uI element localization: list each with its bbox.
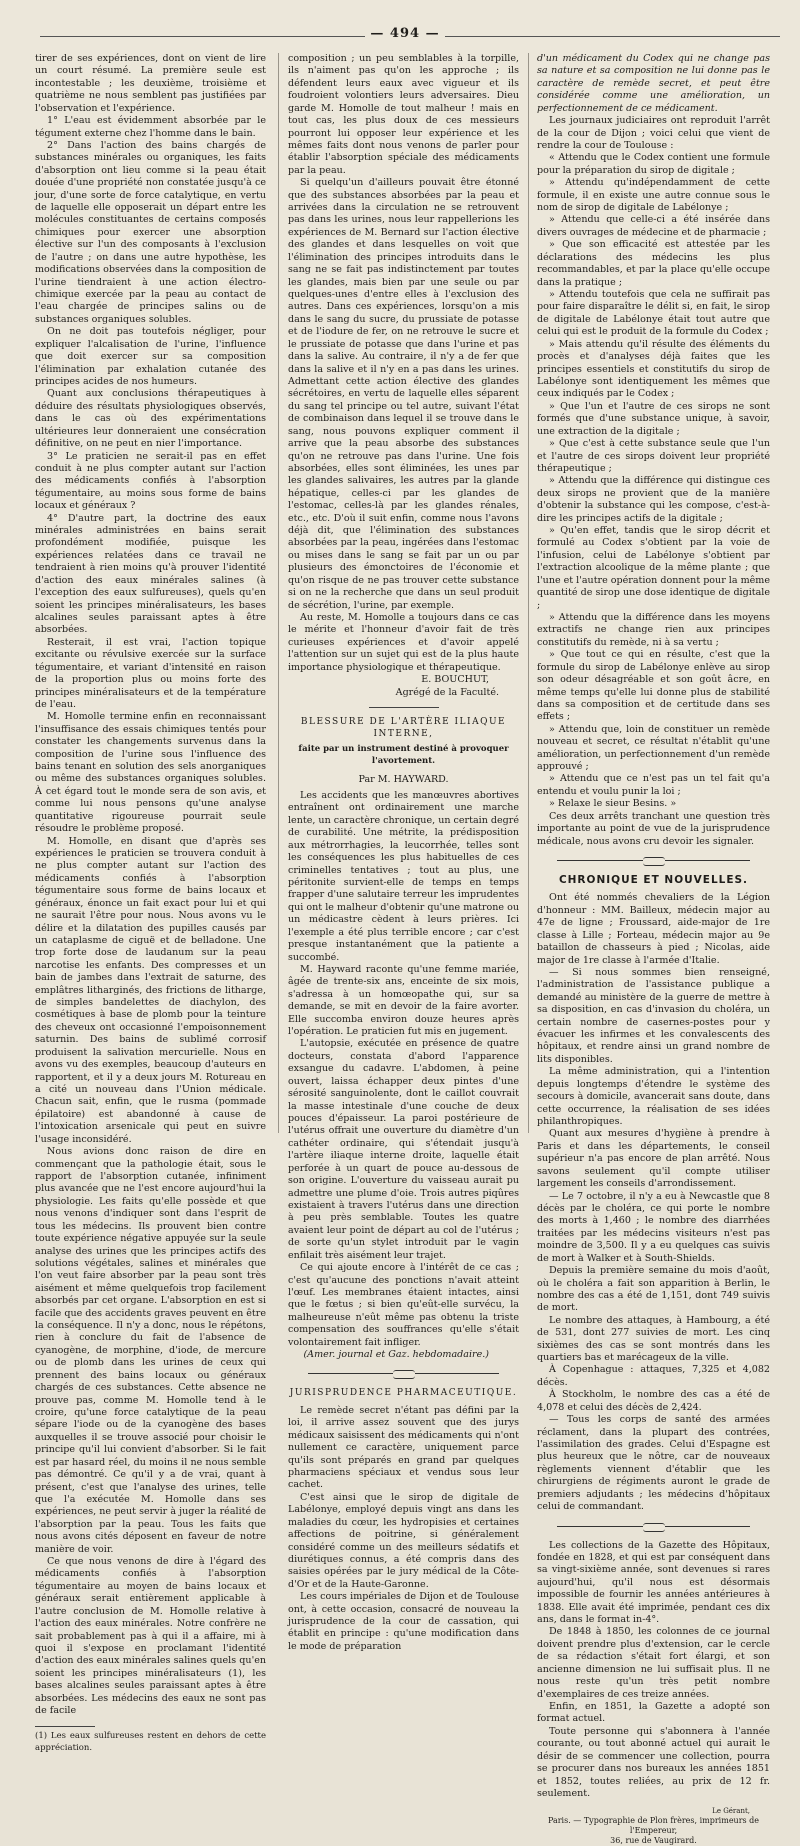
paragraph: De 1848 à 1850, les colonnes de ce journal doivent prendre plus d'extension, car le cercle de sa rédaction s'était fort élargi, et son ancienne dimension ne lui suffisait plus. Il ne nous reste qu'un très petit nombre d'exemplaires de ces treize années.: [537, 1626, 770, 1700]
ornamental-divider: [537, 1520, 770, 1534]
paragraph: » Attendu que la différence qui distingue ces deux sirops ne provient que de la manière d'obtenir la substance qui les compose, c'est-à-dire les principes actifs de la digitale ;: [537, 475, 770, 524]
paragraph: » Mais attendu qu'il résulte des éléments du procès et d'analyses déjà faites que les principes essentiels et constitutifs du sirop de Labélonye sont identiquement les mêmes que ceux indiqués par le Codex ;: [537, 338, 770, 400]
paragraph: » Attendu que la différence dans les moyens extractifs ne change rien aux principes constitutifs du remède, ni à sa vertu ;: [537, 611, 770, 648]
paragraph: » Relaxe le sieur Besins. »: [549, 798, 677, 810]
column-divider: [528, 53, 529, 1133]
article-source: (Amer. journal et Gaz. hebdomadaire.): [303, 1349, 489, 1361]
page-header: [30, 26, 780, 44]
paragraph: Les journaux judiciaires ont reproduit l'arrêt de la cour de Dijon ; voici celui que vient de rendre la cour de Toulouse :: [537, 115, 770, 151]
paragraph: C'est ainsi que le sirop de digitale de Labélonye, employé depuis vingt ans dans les maladies du cœur, les hydropisies et certaines affections de poitrine, si généralement considéré comme un des meilleurs sédatifs et diurétiques connus, a été compris dans des saisies opérées par le jury médical de la Côte-d'Or et de la Haute-Garonne.: [288, 1491, 519, 1590]
paragraph: Ce que nous venons de dire à l'égard des médicaments confiés à l'absorption tégumentaire au moyen de bains locaux et généraux serait entièrement applicable à l'autre conclusion de M. Homolle relative à l'action des eaux minérales. Notre confrère ne sait probablement pas à qui il a affaire, mi à quoi il s'expose en proclamant l'identité d'action des eaux minérales salines quels qu'en soient les principes minéralisateurs (1), les bases alcalines seules paraissant aptes à être absorbées. Les médecins des eaux ne sont pas de facile: [35, 1556, 266, 1717]
paragraph: » Attendu que, loin de constituer un remède nouveau et secret, ce résultat n'établit qu'une amélioration, un perfectionnement d'un remède approuvé ;: [537, 723, 770, 773]
paragraph: Toute personne qui s'abonnera à l'année courante, ou tout abonné actuel qui aurait le désir de se commencer une collection, pourra se procurer dans nos bureaux les années 1851 et 1852, toutes reliées, au prix de 12 fr. seulement.: [537, 1725, 770, 1799]
paragraph: tirer de ses expériences, dont on vient de lire un court résumé. La première seule est incontestable ; les deuxième, troisième et quatrième ne nous semblent pas justifiées par l'observation et l'expérience.: [35, 53, 266, 114]
paragraph: » Attendu que celle-ci a été insérée dans divers ouvrages de médecine et de pharmacie ;: [537, 214, 770, 238]
paragraph: — Si nous sommes bien renseigné, l'administration de l'assistance publique a demandé au ministère de la guerre de mettre à sa disposition, en cas d'invasion du choléra, un certain nombre de casernes-postes pour y évacuer les infirmes et les convalescents des hôpitaux, et rendre ainsi un grand nombre de lits disponibles.: [537, 966, 770, 1065]
paragraph: Ce qui ajoute encore à l'intérêt de ce cas ; c'est qu'aucune des ponctions n'avait atteint l'œuf. Les membranes étaient intactes, ainsi que le fœtus ; si bien qu'eût-elle survécu, la malheureuse n'eût même pas obtenu la triste compensation des souffrances qu'elle s'était volontairement fait infliger.: [288, 1262, 519, 1348]
paragraph: 1° L'eau est évidemment absorbée par le tégument externe chez l'homme dans le bain.: [35, 115, 266, 139]
column-3: [537, 53, 770, 1846]
paragraph: » Qu'en effet, tandis que le sirop décrit et formulé au Codex s'obtient par la voie de l'infusion, celui de Labélonye s'obtient par l'extraction alcoolique de la même plante ; que l'une et l'autre opération donnent pour la même quantité de sirop une dose identique de digitale ;: [537, 525, 770, 611]
paragraph: M. Homolle, en disant que d'après ses expériences le praticien se trouvera conduit à ne plus compter autant sur l'action des médicaments confiés à l'absorption tégumentaire sous forme de bains locaux et généraux, énonce un fait exact pour lui et qui ne saurait l'être pour nous. Nous avons vu le délire et la dilatation des pupilles causés par un cataplasme de ciguë et de belladone. Une trop forte dose de laudanum sur la peau narcotise les enfants. Des compresses et un bain de jambes dans l'extrait de saturne, des emplâtres litharginés, des frictions de litharge, de simples bandelettes de diachylon, des cosmétiques à base de plomb pour la teinture des cheveux ont occasionné l'empoisonnement saturnin. Des bains de sublimé corrosif produisent la salivation mercurielle. Nous en avons vu des exemples, beaucoup d'auteurs en rapportent, et il y a deux jours M. Rotureau en a cité un nouveau dans l'Union médicale. Chacun sait, enfin, que le rusma (pommade épilatoire) est abandonné à cause de l'intoxication arsenicale qui peut en suivre l'usage inconsidéré.: [35, 835, 266, 1145]
paragraph: » Que c'est à cette substance seule que l'un et l'autre de ces sirops doivent leur propriété thérapeutique ;: [537, 438, 770, 474]
paragraph: Le remède secret n'étant pas défini par la loi, il arrive assez souvent que des jurys médicaux saisissent des médicaments qui n'ont nullement ce caractère, uniquement parce qu'ils sont préparés en grand par quelques pharmaciens spéciaux et vendus sous leur cachet.: [288, 1404, 519, 1491]
paragraph: Ces deux arrêts tranchant une question très importante au point de vue de la jurisprudence médicale, nous avons cru devoir les signaler.: [537, 810, 770, 847]
paragraph: À Copenhague : attaques, 7,325 et 4,082 décès.: [537, 1364, 770, 1388]
paragraph: » Attendu que ce n'est pas un tel fait qu'a entendu et voulu punir la loi ;: [537, 773, 770, 797]
paragraph: 3° Le praticien ne serait-il pas en effet conduit à ne plus compter autant sur l'action des médicaments confiés à l'absorption tégumentaire, au moins sous forme de bains locaux et généraux ?: [35, 450, 266, 512]
paragraph: Si quelqu'un d'ailleurs pouvait être étonné que des substances absorbées par la peau et arrivées dans la circulation ne se retrouvent pas dans les urines, nous leur rappellerions les expériences de M. Bernard sur l'action élective des glandes et dans lesquelles on voit que l'élimination des principes introduits dans le sang ne se fait pas indistinctement par toutes les glandes, mais bien par une seule ou par quelques-unes d'entre elles à l'exclusion des autres. Dans ces expériences, lorsqu'on a mis dans le sang du sucre, du prussiate de potasse et de l'iodure de fer, on ne retrouve le sucre et le prussiate de potasse que dans l'urine et pas dans la salive. Au contraire, il n'y a de fer que dans la salive et il n'y en a pas dans les urines. Admettant cette action élective des glandes sécrétoires, en vertu de laquelle elles séparent du sang tel principe ou tel autre, suivant l'état de combinaison dans lequel il se trouve dans le sang, nous pouvons expliquer comment il arrive que la peau absorbe des substances qu'on ne retrouve pas dans l'urine. Une fois absorbées, elles sont éliminées, les unes par les glandes salivaires, les autres par la glande hépatique, celles-ci par les glandes de l'estomac, celles-là par les glandes rénales, etc., etc. D'où il suit enfin, comme nous l'avons déjà dit, que l'élimination des substances absorbées par la peau, ingérées dans l'estomac ou mises dans le sang se fait par un ou par plusieurs des émonctoires de l'économie et qu'on risque de ne pas trouver cette substance si on ne la recherche que dans un seul produit de sécrétion, l'urine, par exemple.: [288, 177, 519, 611]
paragraph: Nous avions donc raison de dire en commençant que la pathologie était, sous le rapport de l'absorption cutanée, infiniment plus avancée que ne l'est encore aujourd'hui la physiologie. Les faits qu'elle possède et que nous venons d'indiquer sont dans l'esprit de tous les médecins. Ils prouvent bien contre toute expérience négative appuyée sur la seule analyse des urines que les principes actifs des solutions végétales, salines et minérales que l'on veut faire absorber par la peau sont très aisément et même quelquefois trop facilement absorbés par cet organe. L'absorption en est si facile que des accidents graves peuvent en être la conséquence. Il n'y a donc, nous le répétons, rien à conclure du fait de l'absence de cyanogène, de morphine, d'iode, de mercure ou de plomb dans les urines de ceux qui prennent des bains locaux ou généraux chargés de ces substances. Cette absence ne prouve pas, comme M. Homolle tend à le croire, qu'une force catalytique de la peau sépare l'iode ou de la cyanogène des bases auxquelles il se trouve associé pour choisir le principe qu'il lui convient d'absorber. Si le fait est par hasard réel, du moins il ne nous semble pas démontré. Ce qu'il y a de vrai, quant à présent, c'est que l'analyse des urines, telle que l'a exécutée M. Homolle dans ses expériences, ne peut servir à juger la réalité de l'absorption par la peau. Tous les faits que nous avons cités déposent en faveur de notre manière de voir.: [35, 1146, 266, 1555]
paragraph: — Le 7 octobre, il n'y a eu à Newcastle que 8 décès par le choléra, ce qui porte le nombre des morts à 1,460 ; le nombre des diarrhées traitées par les médecins visiteurs n'est pas moindre de 3,500. Il y a eu quelques cas suivis de mort à Walker et à South-Shields.: [537, 1190, 770, 1264]
imprint-gerant: Le Gérant,: [712, 1807, 750, 1816]
paragraph: Les accidents que les manœuvres abortives entraînent ont ordinairement une marche lente, un caractère chronique, un certain degré de curabilité. Une métrite, la prédisposition aux métrorrhagies, la leucorrhée, telles sont les conséquences les plus habituelles de ces criminelles tentatives ; tout au plus, une péritonite survient-elle de temps en temps frapper d'une salutaire terreur les imprudentes qui ont le malheur d'obtenir qu'une matrone ou un médicastre cèdent à leurs prières. Ici l'exemple a été plus terrible encore ; car c'est presque instantanément que la patiente a succombé.: [288, 790, 519, 963]
paragraph: Resterait, il est vrai, l'action topique excitante ou révulsive exercée sur la surface tégumentaire, et variant d'intensité en raison de la proportion plus ou moins forte des principes minéralisateurs et de la température de l'eau.: [35, 636, 266, 710]
paragraph: — Tous les corps de santé des armées réclament, dans la plupart des contrées, l'assimilation des grades. Celui d'Espagne est plus heureux que le nôtre, car de nouveaux règlements viennent d'établir que les chirurgiens de régiments auront le grade de premiers adjudants ; les médecins d'hôpitaux celui de commandant.: [537, 1414, 770, 1513]
paragraph: 4° D'autre part, la doctrine des eaux minérales administrées en bains serait profondément modifiée, puisque les expériences relatées dans ce travail ne tendraient à rien moins qu'à prouver l'identité d'action des eaux minérales salines (à l'exception des eaux sulfureuses), quels qu'en soient les principes minéralisateurs, les bases alcalines seules paraissant aptes à être absorbées.: [35, 512, 266, 636]
imprint-line: 36, rue de Vaugirard.: [610, 1836, 697, 1846]
header-rule-left: [40, 36, 365, 37]
paragraph: Ont été nommés chevaliers de la Légion d'honneur : MM. Bailleux, médecin major au 47e de ligne ; Froussard, aide-major de 1re classe à Lille ; Forteau, médecin major au 9e bataillon de chasseurs à pied ; Nicolas, aide major de 1re classe à l'armée d'Italie.: [537, 892, 770, 966]
paragraph: » Que tout ce qui en résulte, c'est que la formule du sirop de Labélonye enlève au sirop son odeur désagréable et son goût âcre, en même temps qu'elle lui donne plus de stabilité dans sa composition et de certitude dans ses effets ;: [537, 649, 770, 723]
paragraph: Quant aux conclusions thérapeutiques à déduire des résultats physiologiques observés, dans le cas où des expérimentations ultérieures leur donneraient une consécration définitive, on ne peut en nier l'importance.: [35, 388, 266, 450]
paragraph: d'un médicament du Codex qui ne change pas sa nature et sa composition ne lui donne pas le caractère de remède secret, et peut être considérée comme une amélioration, un perfectionnement de ce médicament.: [537, 53, 770, 114]
article-subtitle: faite par un instrument destiné à provoquer l'avortement.: [298, 743, 509, 767]
paragraph: À Stockholm, le nombre des cas a été de 4,078 et celui des décès de 2,424.: [537, 1389, 770, 1413]
page-number: — 494 —: [370, 26, 440, 41]
paragraph: Enfin, en 1851, la Gazette a adopté son format actuel.: [537, 1701, 770, 1725]
author-signature: E. BOUCHUT,: [421, 674, 489, 686]
paragraph: » Attendu toutefois que cela ne suffirait pas pour faire disparaître le délit si, en fait, le sirop de digitale de Labélonye était tout autre que celui qui est le produit de la formule du Codex ;: [537, 289, 770, 338]
article-title: BLESSURE DE L'ARTÈRE ILIAQUE INTERNE,: [300, 716, 507, 740]
paragraph: Depuis la première semaine du mois d'août, où le choléra a fait son apparition à Berlin, le nombre des cas a été de 1,151, dont 749 suivis de mort.: [537, 1265, 770, 1314]
paragraph: » Que l'un et l'autre de ces sirops ne sont formés que d'une substance unique, à savoir, une extraction de la digitale ;: [537, 400, 770, 437]
imprint: [537, 1806, 770, 1846]
paragraph: Les collections de la Gazette des Hôpitaux, fondée en 1828, et qui est par conséquent dans sa vingt-sixième année, sont devenues si rares aujourd'hui, qu'il nous est désormais impossible de fournir les années antérieures à 1838. Elle avait été imprimée, pendant ces dix ans, dans le format in-4°.: [537, 1539, 770, 1626]
paragraph: M. Homolle termine enfin en reconnaissant l'insuffisance des essais chimiques tentés pour constater les changements survenus dans la composition de l'urine sous l'influence des bains tenant en solution des sels anorganiques ou même des substances organiques solubles. À cet égard tout le monde sera de son avis, et comme lui nous pensons qu'une analyse quantitative rigoureuse pourrait seule résoudre le problème proposé.: [35, 711, 266, 835]
paragraph: L'autopsie, exécutée en présence de quatre docteurs, constata d'abord l'apparence exsangue du cadavre. L'abdomen, à peine ouvert, laissa échapper deux pintes d'une sérosité sanguinolente, dont le caillot couvrait la masse intestinale d'une couche de deux pouces d'épaisseur. La paroi postérieure de l'utérus offrait une ouverture du diamètre d'un cathéter ordinaire, qui s'étendait jusqu'à l'artère iliaque interne droite, laquelle était perforée à un quart de pouce au-dessous de son origine. L'ouverture du vaisseau aurait pu admettre une plume d'oie. Trois autres piqûres existaient à travers l'utérus dans une direction à peu près semblable. Toutes les quatre avaient leur point de départ au col de l'utérus ; de sorte qu'un stylet introduit par le vagin enfilait très aisément leur trajet.: [288, 1038, 519, 1261]
news-title: CHRONIQUE ET NOUVELLES.: [558, 874, 749, 886]
article-byline: Par M. HAYWARD.: [358, 773, 449, 785]
footnote: (1) Les eaux sulfureuses restent en dehors de cette appréciation.: [35, 1730, 266, 1753]
paragraph: Le nombre des attaques, à Hambourg, a été de 531, dont 277 suivies de mort. Les cinq sixièmes des cas se sont montrés dans les quartiers bas et marécageux de la ville.: [537, 1314, 770, 1364]
paragraph: composition ; un peu semblables à la torpille, ils n'aiment pas qu'on les approche ; ils défendent leurs eaux avec vigueur et ils foudroient volontiers leurs adversaires. Dieu garde M. Homolle de tout malheur ! mais en tout cas, les plus doux de ces messieurs pourront lui opposer leur expérience et les mêmes faits dont nous venons de parler pour établir l'absorption spéciale des médicaments par la peau.: [288, 53, 519, 176]
paragraph: Les cours impériales de Dijon et de Toulouse ont, à cette occasion, consacré de nouveau la jurisprudence de la cour de cassation, qui établit en principe : qu'une modification dans le mode de préparation: [288, 1591, 519, 1652]
footnote-rule: [35, 1726, 95, 1727]
paragraph: 2° Dans l'action des bains chargés de substances minérales ou organiques, les faits d'absorption ont lieu comme si la peau était douée d'une propriété non constatée jusqu'à ce jour, d'une sorte de force catalytique, en vertu de laquelle elle opposerait un départ entre les molécules constituantes de certains composés chimiques pour exercer une absorption élective sur l'un des composants à l'exclusion de l'autre ; on dans une autre hypothèse, les modifications observées dans la composition de l'urine tiendraient à une action électro-chimique exercée par la peau au contact de l'eau chargée de principes salins ou de substances organiques solubles.: [35, 139, 266, 325]
paragraph: « Attendu que le Codex contient une formule pour la préparation du sirop de digitale ;: [537, 152, 770, 176]
column-divider: [278, 53, 279, 1133]
author-title: Agrégé de la Faculté.: [395, 686, 499, 698]
ornamental-divider: [288, 1367, 519, 1381]
imprint-line: Paris. — Typographie de Plon frères, imprimeurs de l'Empereur,: [547, 1816, 760, 1836]
paragraph: Au reste, M. Homolle a toujours dans ce cas le mérite et l'honneur d'avoir fait de très curieuses expériences et d'avoir appelé l'attention sur un sujet qui est de la plus haute importance physiologique et thérapeutique.: [288, 611, 519, 673]
article-title: JURISPRUDENCE PHARMACEUTIQUE.: [289, 1388, 518, 1399]
column-2: [288, 53, 519, 1652]
paragraph: La même administration, qui a l'intention depuis longtemps d'étendre le système des secours à domicile, avancerait sans doute, dans cette occurrence, la réalisation de ses idées philanthropiques.: [537, 1066, 770, 1128]
paragraph: » Que son efficacité est attestée par les déclarations des médecins les plus recommandables, et par la place qu'elle occupe dans la pratique ;: [537, 239, 770, 288]
paragraph: On ne doit pas toutefois négliger, pour expliquer l'alcalisation de l'urine, l'influence que doit exercer sur sa composition l'élimination par exhalation cutanée des principes acides de nos humeurs.: [35, 326, 266, 387]
ornamental-divider: [537, 854, 770, 868]
column-1: [35, 53, 266, 1753]
section-rule: [369, 707, 439, 708]
paragraph: M. Hayward raconte qu'une femme mariée, âgée de trente-six ans, enceinte de six mois, s'adressa à un homœopathe qui, sur sa demande, se mit en devoir de la faire avorter. Elle succomba environ douze heures après l'opération. Le praticien fut mis en jugement.: [288, 963, 519, 1038]
paragraph: » Attendu qu'indépendamment de cette formule, il en existe une autre connue sous le nom de sirop de digitale de Labélonye ;: [537, 177, 770, 214]
header-rule-right: [445, 36, 780, 37]
paragraph: Quant aux mesures d'hygiène à prendre à Paris et dans les départements, le conseil supérieur n'a pas encore de plan arrêté. Nous savons seulement qu'il compte utiliser largement les conseils d'arrondissement.: [537, 1128, 770, 1190]
